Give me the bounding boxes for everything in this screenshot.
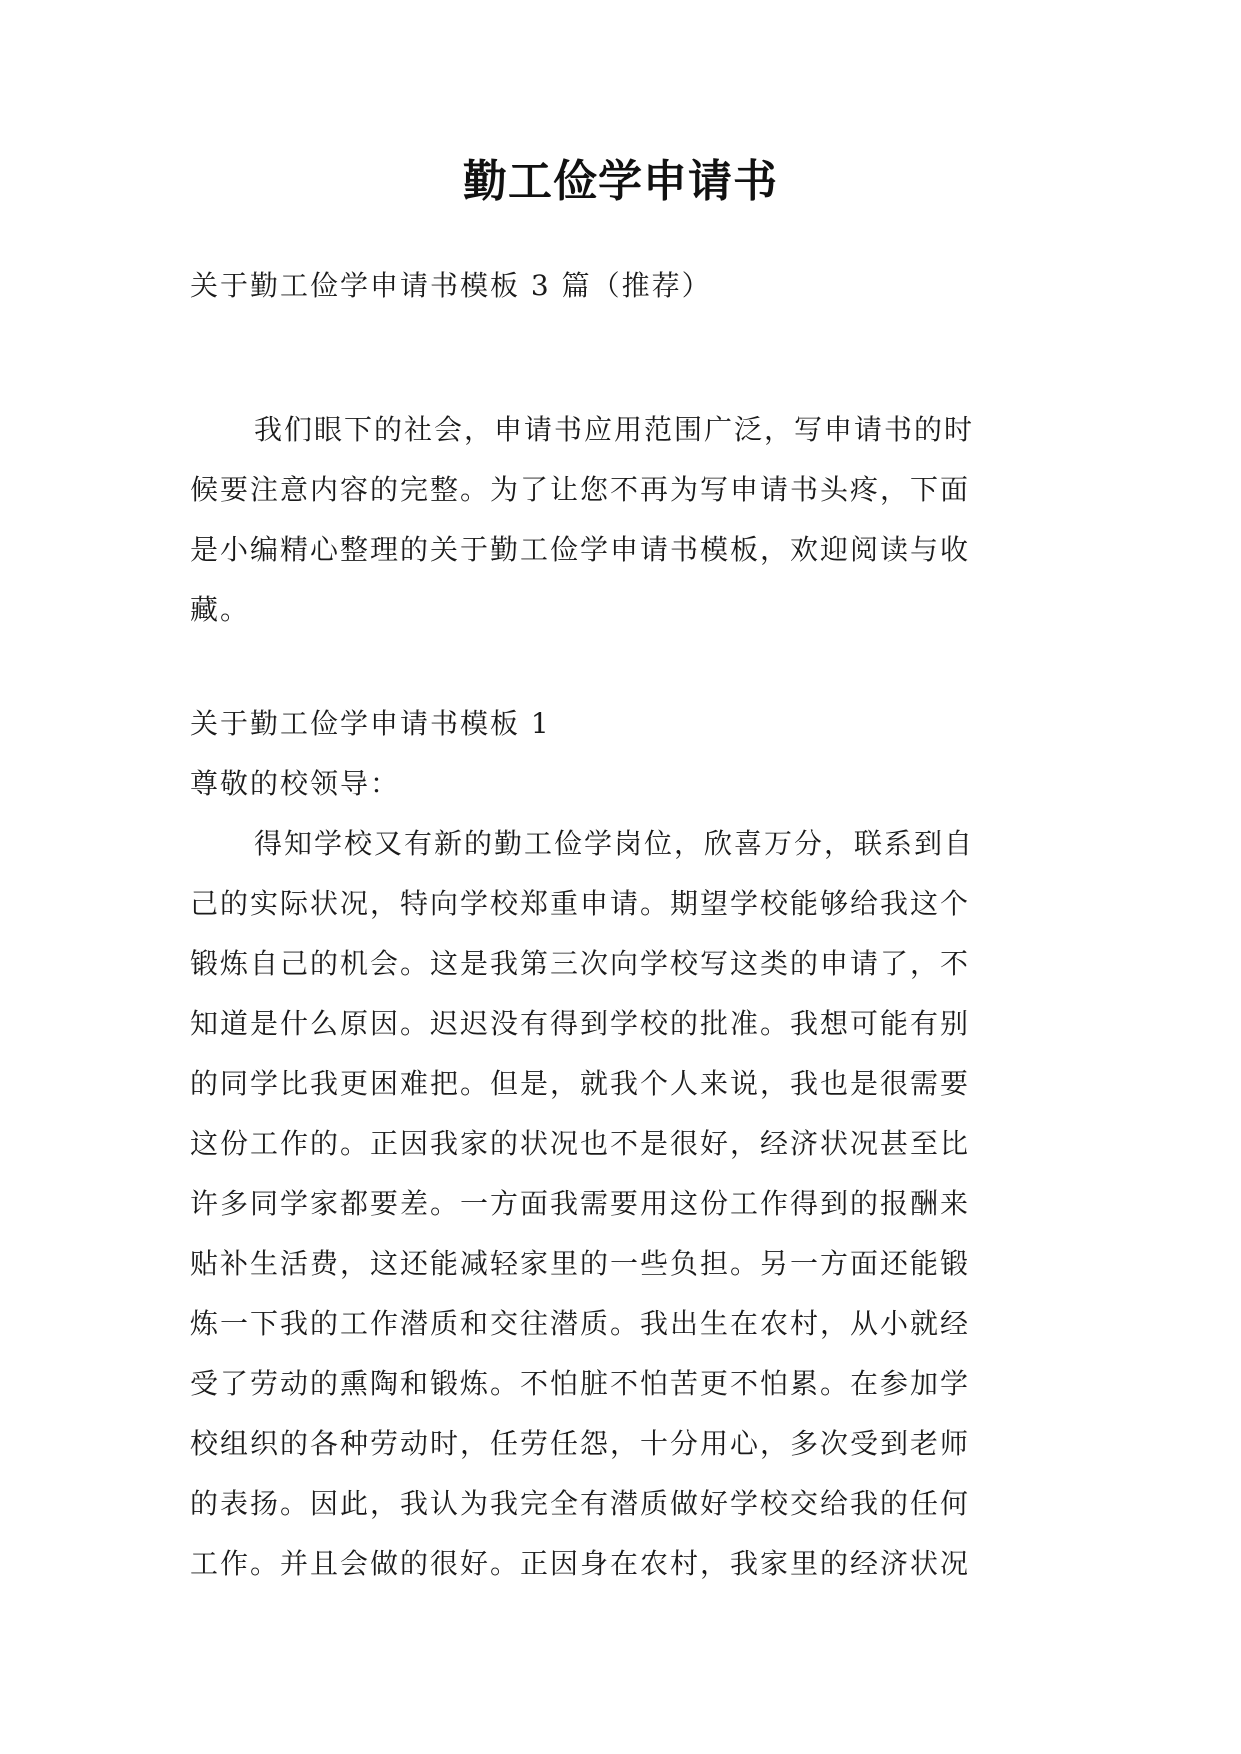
salutation: 尊敬的校领导： xyxy=(190,767,401,800)
body-line xyxy=(190,814,1052,874)
body-line: 许多同学家都要差。一方面我需要用这份工作得到的报酬来 xyxy=(190,1187,971,1220)
body-line: 贴补生活费，这还能减轻家里的一些负担。另一方面还能锻 xyxy=(190,1247,971,1280)
body-line: 己的实际状况，特向学校郑重申请。期望学校能够给我这个 xyxy=(190,887,971,920)
intro-line: 藏。 xyxy=(190,593,251,626)
body-line: 这份工作的。正因我家的状况也不是很好，经济状况甚至比 xyxy=(190,1127,971,1160)
body-line: 炼一下我的工作潜质和交往潜质。我出生在农村，从小就经 xyxy=(190,1307,971,1340)
intro-line: 候要注意内容的完整。为了让您不再为写申请书头疼，下面 xyxy=(190,473,971,506)
intro-line: 是小编精心整理的关于勤工俭学申请书模板，欢迎阅读与收 xyxy=(190,533,971,566)
section-heading: 关于勤工俭学申请书模板 1 xyxy=(190,707,551,740)
intro-line xyxy=(190,400,1052,460)
body-line: 工作。并且会做的很好。正因身在农村，我家里的经济状况 xyxy=(190,1547,971,1580)
body-line: 锻炼自己的机会。这是我第三次向学校写这类的申请了，不 xyxy=(190,947,971,980)
body-line-text: 得知学校又有新的勤工俭学岗位，欣喜万分，联系到自 xyxy=(254,827,975,860)
body-line: 受了劳动的熏陶和锻炼。不怕脏不怕苦更不怕累。在参加学 xyxy=(190,1367,971,1400)
intro-paragraph xyxy=(190,400,1052,640)
body-line: 的同学比我更困难把。但是，就我个人来说，我也是很需要 xyxy=(190,1067,971,1100)
intro-line-text: 我们眼下的社会，申请书应用范围广泛，写申请书的时 xyxy=(254,413,975,446)
body-line: 校组织的各种劳动时，任劳任怨，十分用心，多次受到老师 xyxy=(190,1427,971,1460)
document-subtitle: 关于勤工俭学申请书模板 3 篇（推荐） xyxy=(190,269,712,302)
body-line: 知道是什么原因。迟迟没有得到学校的批准。我想可能有别 xyxy=(190,1007,971,1040)
document-title: 勤工俭学申请书 xyxy=(463,156,778,207)
body-paragraph xyxy=(190,814,1052,1594)
body-line: 的表扬。因此，我认为我完全有潜质做好学校交给我的任何 xyxy=(190,1487,971,1520)
